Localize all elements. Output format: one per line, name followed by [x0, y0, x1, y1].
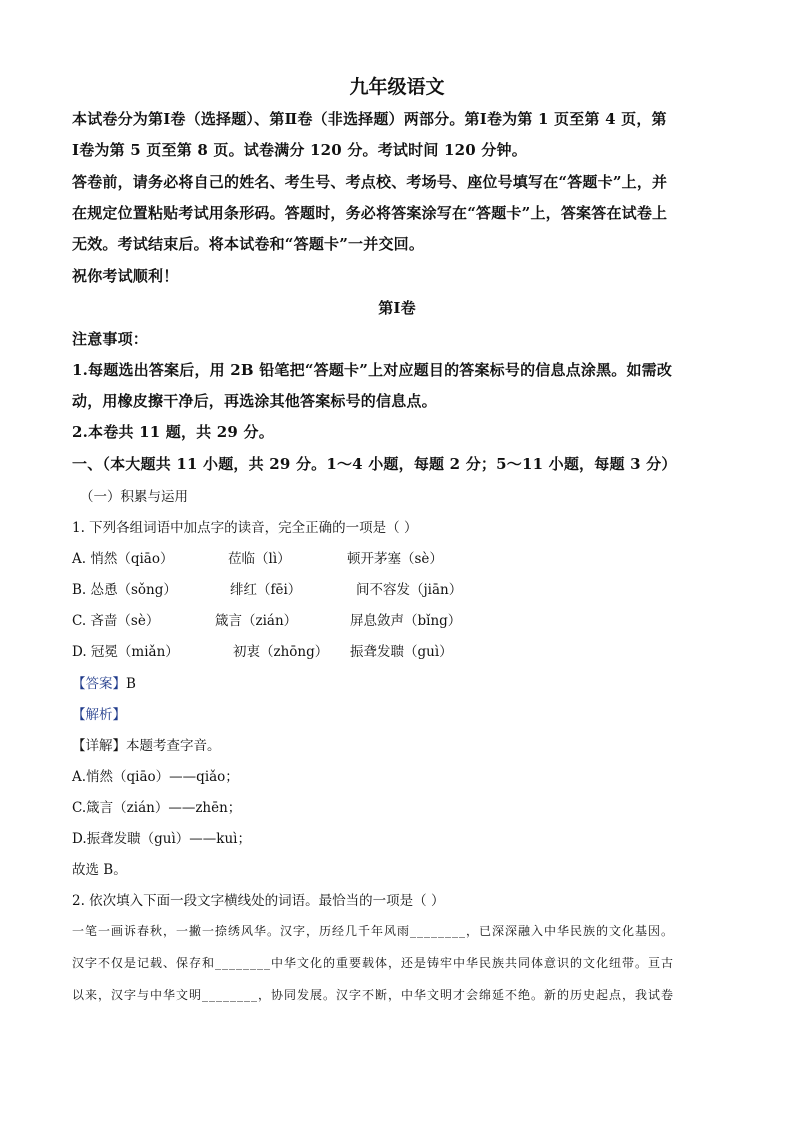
q1-option-a-word3: 顿开茅塞（sè）	[347, 551, 443, 567]
q1-option-b: B. 怂恿（sǒng）	[72, 582, 177, 598]
intro-line-4: 在规定位置粘贴考试用条形码。答题时，务必将答案涂写在“答题卡”上，答案答在试卷上	[72, 204, 668, 222]
part-heading: 一、（本大题共 11 小题，共 29 分。1～4 小题，每题 2 分；5～11 小题，每题 3 分）	[72, 455, 677, 473]
page-title: 九年级语文	[349, 76, 445, 98]
detail-text: 本题考查字音。	[126, 738, 221, 754]
q1-stem: 1. 下列各组词语中加点字的读音，完全正确的一项是（ ）	[72, 520, 418, 536]
detail-line-c: C.箴言（zián）——zhēn；	[72, 800, 242, 816]
q1-option-d: D. 冠冕（miǎn）	[72, 644, 179, 660]
intro-line-5: 无效。考试结束后。将本试卷和“答题卡”一并交回。	[72, 235, 425, 253]
notes-line-2: 动，用橡皮擦干净后，再选涂其他答案标号的信息点。	[72, 392, 437, 410]
answer-value: B	[126, 676, 136, 692]
detail-line	[72, 734, 221, 754]
q1-option-b-word2: 绯红（fēi）	[230, 582, 302, 598]
q2-passage-line-3: 以来，汉字与中华文明________，协同发展。汉字不断，中华文明才会绵延不绝。新的历史起点，我试卷	[72, 988, 675, 1002]
q1-option-c-word3: 屏息敛声（bǐng）	[350, 613, 462, 629]
detail-conclusion: 故选 B。	[72, 862, 127, 878]
intro-line-6: 祝你考试顺利！	[72, 267, 179, 285]
intro-line-2: Ⅰ卷为第 5 页至第 8 页。试卷满分 120 分。考试时间 120 分钟。	[72, 141, 527, 159]
sub-heading: （一）积累与运用	[80, 489, 188, 505]
q1-option-c: C. 吝啬（sè）	[72, 613, 160, 629]
section-title: 第Ⅰ卷	[378, 299, 416, 317]
q1-option-c-word2: 箴言（zián）	[215, 613, 298, 629]
q1-option-a-word2: 莅临（lì）	[228, 551, 291, 567]
q1-option-a: A. 悄然（qiāo）	[72, 551, 174, 567]
analysis-tag: 【解析】	[72, 707, 126, 723]
notes-heading: 注意事项：	[72, 330, 149, 348]
q1-option-d-word2: 初衷（zhōng）	[233, 644, 329, 660]
detail-tag: 【详解】	[72, 738, 126, 754]
q1-option-d-word3: 振聋发聩（guì）	[350, 644, 453, 660]
q1-answer	[72, 672, 136, 692]
detail-line-a: A.悄然（qiāo）——qiǎo；	[72, 769, 239, 785]
intro-line-3: 答卷前，请务必将自己的姓名、考生号、考点校、考场号、座位号填写在“答题卡”上，并	[72, 173, 668, 191]
q2-passage-line-1: 一笔一画诉春秋，一撇一捺绣风华。汉字，历经几千年风雨________，已深深融入中华民族的文化基因。	[72, 924, 675, 938]
notes-line-3: 2.本卷共 11 题，共 29 分。	[72, 423, 274, 441]
notes-line-1: 1.每题选出答案后，用 2B 铅笔把“答题卡”上对应题目的答案标号的信息点涂黑。如需改	[72, 361, 673, 379]
q2-passage-line-2: 汉字不仅是记载、保存和________中华文化的重要载体，还是铸牢中华民族共同体意识的文化纽带。亘古	[72, 956, 675, 970]
q1-option-b-word3: 间不容发（jiān）	[356, 582, 463, 598]
detail-line-d: D.振聋发聩（guì）——kuì；	[72, 831, 251, 847]
intro-line-1: 本试卷分为第Ⅰ卷（选择题）、第Ⅱ卷（非选择题）两部分。第Ⅰ卷为第 1 页至第 4 页，第	[72, 110, 667, 128]
answer-tag: 【答案】	[72, 676, 126, 692]
q2-stem: 2. 依次填入下面一段文字横线处的词语。最恰当的一项是（ ）	[72, 893, 445, 909]
